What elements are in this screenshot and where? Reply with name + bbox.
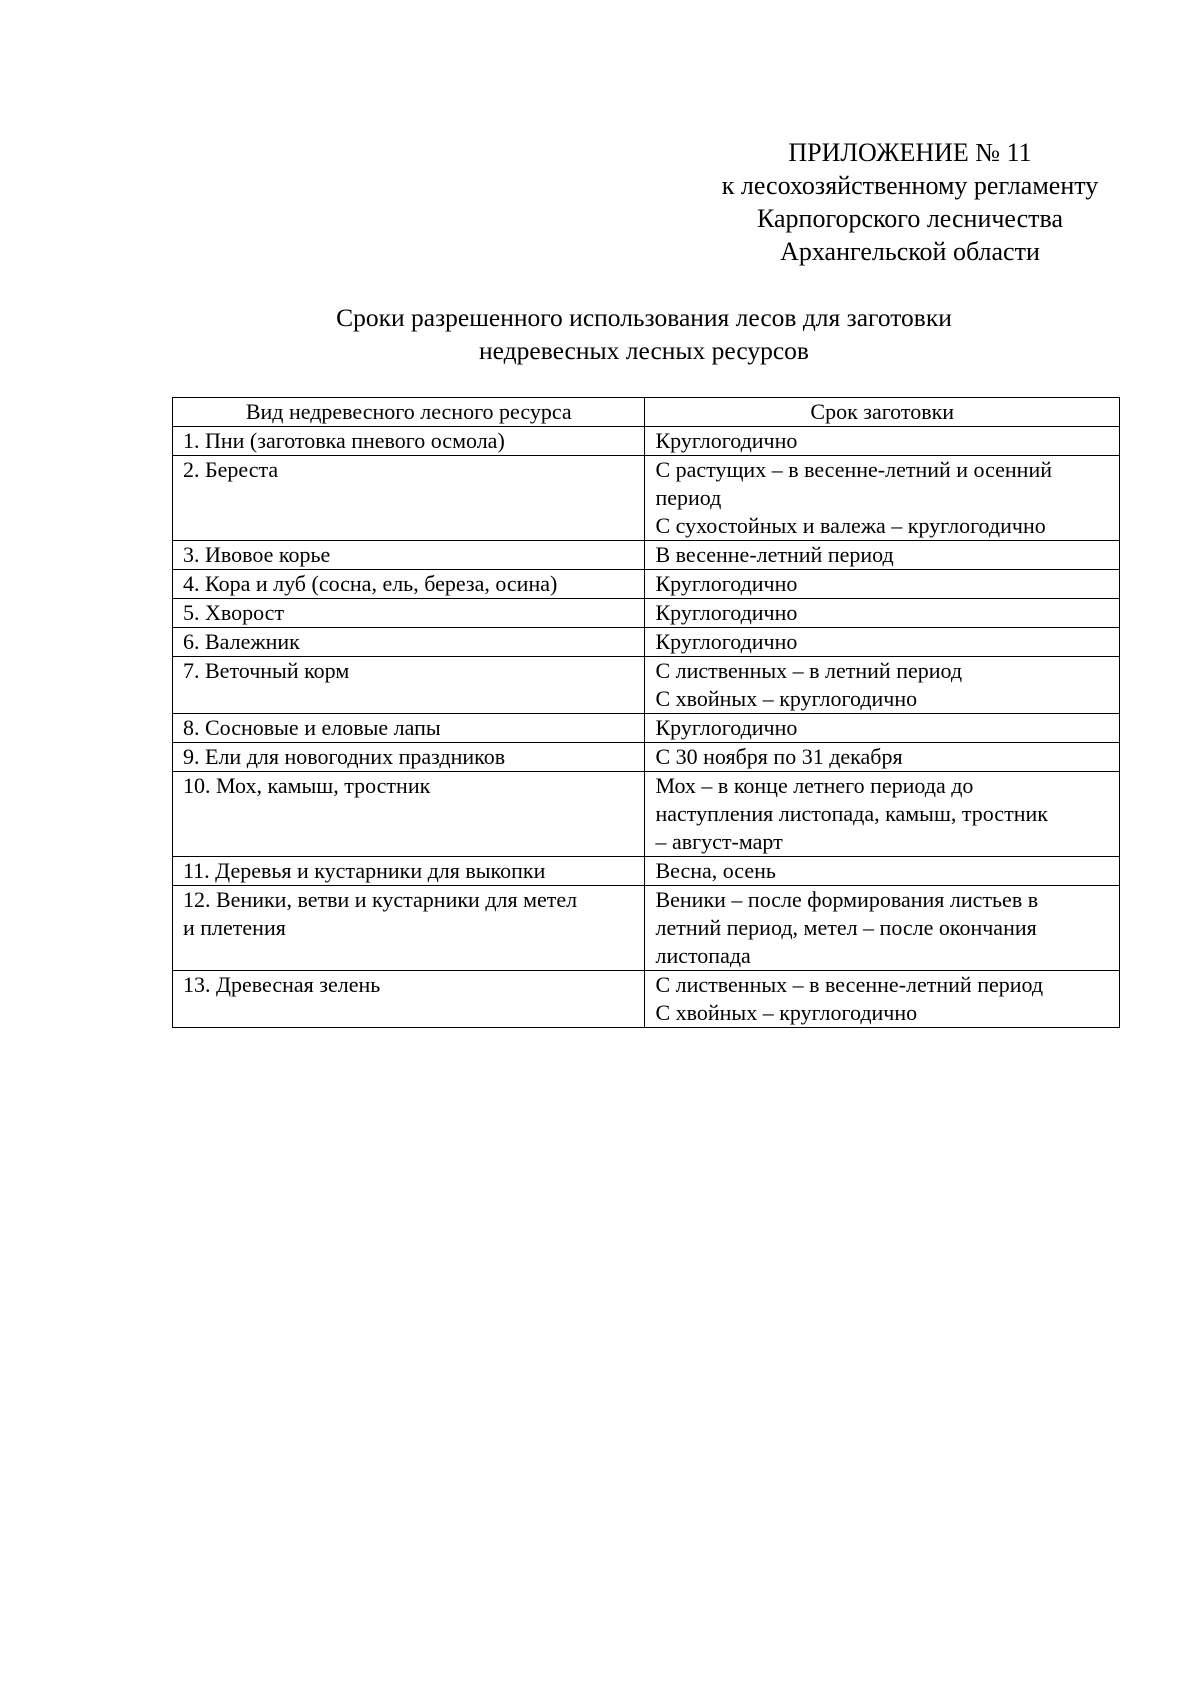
resource-cell <box>173 628 645 657</box>
period-cell <box>645 971 1120 1028</box>
period-cell-line: С хвойных – круглогодично <box>655 1000 918 1025</box>
resource-cell-line: 3. Ивовое корье <box>183 542 331 567</box>
appendix-line: Архангельской области <box>780 237 1040 266</box>
resource-cell <box>173 541 645 570</box>
period-cell <box>645 657 1120 714</box>
resource-cell-line: 8. Сосновые и еловые лапы <box>183 715 441 740</box>
appendix-line: к лесохозяйственному регламенту <box>721 171 1099 200</box>
resource-cell-line: 1. Пни (заготовка пневого осмола) <box>183 428 505 453</box>
resource-cell-line: 4. Кора и луб (сосна, ель, береза, осина) <box>183 571 558 596</box>
document-title-line: недревесных лесных ресурсов <box>479 336 809 365</box>
appendix-header <box>690 136 1130 268</box>
table-row <box>173 628 1120 657</box>
resource-cell-line: 11. Деревья и кустарники для выкопки <box>183 858 546 883</box>
resource-cell-line: 9. Ели для новогодних праздников <box>183 744 506 769</box>
period-cell-line: – август-март <box>655 829 783 854</box>
column-header-resource: Вид недревесного лесного ресурса <box>173 398 645 427</box>
table-row <box>173 570 1120 599</box>
resource-cell <box>173 570 645 599</box>
resource-cell-line: 6. Валежник <box>183 629 300 654</box>
resource-cell <box>173 857 645 886</box>
resource-cell-line: и плетения <box>183 915 286 940</box>
period-cell-line: Круглогодично <box>655 715 798 740</box>
table-row <box>173 456 1120 541</box>
period-cell-line: С растущих – в весенне-летний и осенний <box>655 457 1052 482</box>
period-cell-line: Круглогодично <box>655 571 798 596</box>
table-row <box>173 743 1120 772</box>
resource-cell-line: 7. Веточный корм <box>183 658 350 683</box>
document-title-line: Сроки разрешенного использования лесов для заготовки <box>336 303 952 332</box>
period-cell-line: Круглогодично <box>655 629 798 654</box>
period-cell-line: период <box>655 485 722 510</box>
resource-cell <box>173 886 645 971</box>
resource-cell-line: 10. Мох, камыш, тростник <box>183 773 431 798</box>
period-cell <box>645 599 1120 628</box>
period-cell <box>645 886 1120 971</box>
table-row <box>173 427 1120 456</box>
table-row <box>173 886 1120 971</box>
table-row <box>173 772 1120 857</box>
resource-cell <box>173 971 645 1028</box>
period-cell <box>645 570 1120 599</box>
period-cell-line: С хвойных – круглогодично <box>655 686 918 711</box>
resource-cell-line: 12. Веники, ветви и кустарники для метел <box>183 887 578 912</box>
period-cell-line: наступления листопада, камыш, тростник <box>655 801 1048 826</box>
period-cell <box>645 427 1120 456</box>
column-header-period: Срок заготовки <box>645 398 1120 427</box>
resources-table <box>172 397 1120 1028</box>
resource-cell <box>173 743 645 772</box>
period-cell-line: В весенне-летний период <box>655 542 894 567</box>
period-cell <box>645 628 1120 657</box>
period-cell <box>645 857 1120 886</box>
table-header-row <box>173 398 1120 427</box>
period-cell-line: Мох – в конце летнего периода до <box>655 773 974 798</box>
resource-cell-line: 2. Береста <box>183 457 279 482</box>
resource-cell-line: 13. Древесная зелень <box>183 972 381 997</box>
period-cell-line: летний период, метел – после окончания <box>655 915 1037 940</box>
table-row <box>173 714 1120 743</box>
period-cell-line: С 30 ноября по 31 декабря <box>655 744 903 769</box>
table-row <box>173 599 1120 628</box>
table-row <box>173 657 1120 714</box>
table-body <box>173 427 1120 1028</box>
period-cell-line: С лиственных – в летний период <box>655 658 963 683</box>
table-row <box>173 857 1120 886</box>
period-cell <box>645 714 1120 743</box>
resource-cell <box>173 772 645 857</box>
period-cell-line: С сухостойных и валежа – круглогодично <box>655 513 1046 538</box>
period-cell-line: Весна, осень <box>655 858 776 883</box>
period-cell-line: листопада <box>655 943 751 968</box>
period-cell <box>645 772 1120 857</box>
resource-cell <box>173 599 645 628</box>
appendix-title: ПРИЛОЖЕНИЕ № 11 <box>788 138 1032 167</box>
appendix-line: Карпогорского лесничества <box>756 204 1063 233</box>
period-cell-line: Круглогодично <box>655 600 798 625</box>
period-cell-line: С лиственных – в весенне-летний период <box>655 972 1044 997</box>
resource-cell <box>173 427 645 456</box>
resource-cell <box>173 714 645 743</box>
resource-cell <box>173 456 645 541</box>
table-row <box>173 971 1120 1028</box>
period-cell-line: Веники – после формирования листьев в <box>655 887 1039 912</box>
table-row <box>173 541 1120 570</box>
period-cell <box>645 541 1120 570</box>
resource-cell <box>173 657 645 714</box>
resource-cell-line: 5. Хворост <box>183 600 285 625</box>
period-cell <box>645 743 1120 772</box>
period-cell <box>645 456 1120 541</box>
document-title <box>170 301 1118 367</box>
period-cell-line: Круглогодично <box>655 428 798 453</box>
